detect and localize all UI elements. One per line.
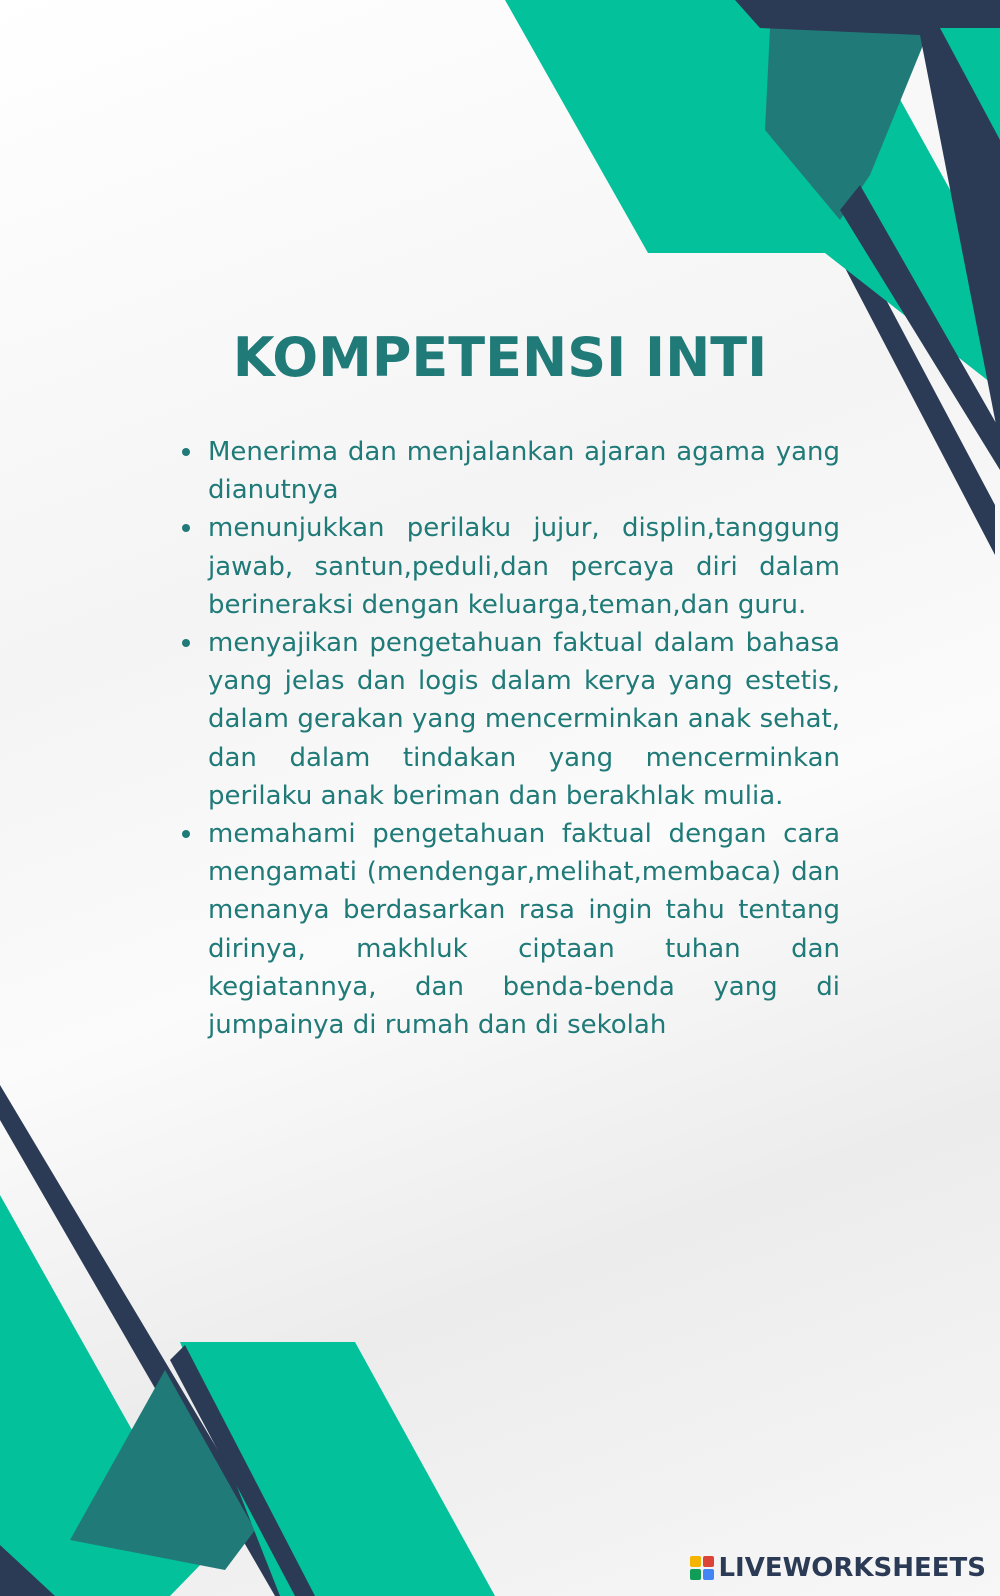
bullet-icon: [182, 830, 190, 838]
bullet-icon: [182, 524, 190, 532]
list-item-text: menunjukkan perilaku jujur, displin,tanggung jawab, santun,peduli,dan percaya diri dalam berineraksi dengan keluarga,teman,dan guru.: [208, 513, 840, 620]
list-item-text: Menerima dan menjalankan ajaran agama yang dianutnya: [208, 437, 840, 506]
page-title: KOMPETENSI INTI: [232, 326, 768, 389]
list-item: [182, 624, 840, 815]
brand-name: LIVEWORKSHEETS: [718, 1553, 986, 1583]
liveworksheets-brand[interactable]: [690, 1552, 986, 1584]
liveworksheets-logo-icon: [690, 1556, 714, 1580]
list-item: [182, 433, 840, 509]
bullet-icon: [182, 639, 190, 647]
bullet-icon: [182, 448, 190, 456]
list-item: [182, 509, 840, 624]
list-item: [182, 815, 840, 1044]
competency-list: [182, 433, 840, 1044]
list-item-text: memahami pengetahuan faktual dengan cara mengamati (mendengar,melihat,membaca) dan menanya berdasarkan rasa ingin tahu tentang dirinya, makhluk ciptaan tuhan dan kegiatannya, dan benda-benda yang di jumpainya di rumah dan di sekolah: [208, 819, 840, 1041]
list-item-text: menyajikan pengetahuan faktual dalam bahasa yang jelas dan logis dalam kerya yang estetis, dalam gerakan yang mencerminkan anak sehat, dan dalam tindakan yang mencerminkan perilaku anak beriman dan berakhlak mulia.: [208, 628, 840, 811]
